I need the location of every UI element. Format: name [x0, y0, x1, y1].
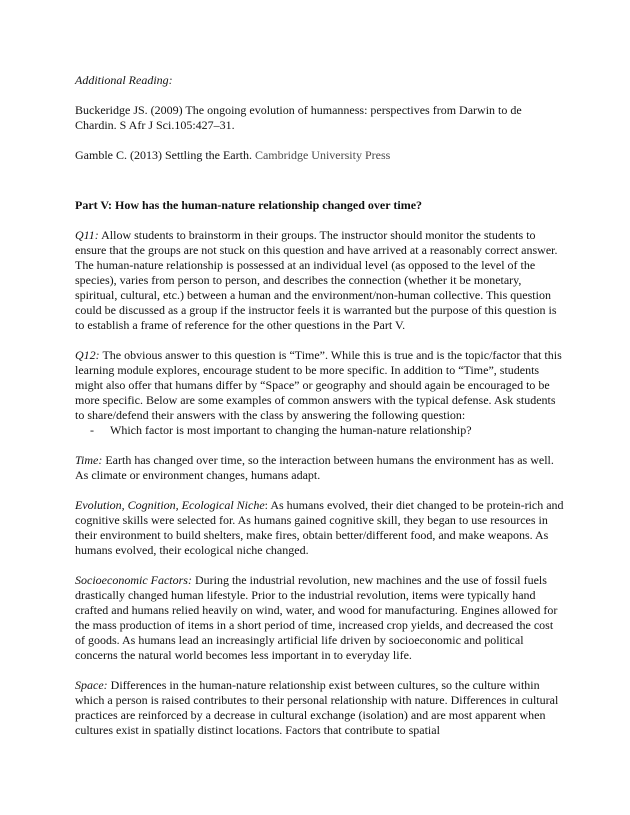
- q11-label: Q11:: [75, 228, 99, 242]
- factor-time-label: Time:: [75, 453, 103, 467]
- factor-socioeconomic-label: Socioeconomic Factors:: [75, 573, 192, 587]
- q11-text: Allow students to brainstorm in their groups. The instructor should monitor the students to ensure that the groups are not stuck on this question and have arrived at a reasonably correct answer. The human-nature relationship is possessed at an individual level (as opposed to the level of the species), varies from person to person, and describes the connection (whether it be monetary, spiritual, cultural, etc.) between a human and the environment/non-human collective. This question could be discussed as a group if the instructor feels it is warranted but the purpose of this question is to establish a frame of reference for the other questions in the Part V.: [75, 228, 558, 332]
- additional-reading-title: Additional Reading:: [75, 73, 173, 87]
- q12-label: Q12:: [75, 348, 100, 362]
- reference-1-text: Buckeridge JS. (2009) The ongoing evolution of humanness: perspectives from Darwin to de Chardin. S Afr J Sci.105:427–31.: [75, 103, 522, 132]
- reference-2-text: Gamble C. (2013) Settling the Earth.: [75, 148, 252, 162]
- part-v-heading: Part V: How has the human-nature relationship changed over time?: [75, 198, 423, 212]
- factor-evolution: [75, 498, 565, 558]
- factor-space-label: Space:: [75, 678, 108, 692]
- q12-paragraph: [75, 348, 565, 423]
- question-bullet: [75, 423, 565, 438]
- document-page: [75, 73, 565, 738]
- factor-space: [75, 678, 565, 738]
- factor-time-text: Earth has changed over time, so the interaction between humans the environment has as well. As climate or environment changes, humans adapt.: [75, 453, 554, 482]
- factor-evolution-label: Evolution, Cognition, Ecological Niche: [75, 498, 265, 512]
- reference-1: [75, 103, 565, 133]
- reference-2-publisher: Cambridge University Press: [254, 148, 391, 162]
- bullet-dash: -: [90, 423, 94, 437]
- bullet-text: Which factor is most important to changing the human-nature relationship?: [110, 423, 472, 437]
- q12-text: The obvious answer to this question is “Time”. While this is true and is the topic/factor that this learning module explores, encourage student to be more specific. In addition to “Time”, students might also offer that humans differ by “Space” or geography and should again be encouraged to be more specific. Below are some examples of common answers with the typical defense. Ask students to share/defend their answers with the class by answering the following question:: [75, 348, 562, 422]
- factor-space-text: Differences in the human-nature relationship exist between cultures, so the culture within which a person is raised contributes to their personal relationship with nature. Differences in cultural practices are reinforced by a decrease in cultural exchange (isolation) and are most apparent when cultures exist in spatially distinct locations. Factors that contribute to spatial: [75, 678, 559, 737]
- q11-paragraph: [75, 228, 565, 333]
- factor-socioeconomic: [75, 573, 565, 663]
- reference-2: [75, 148, 565, 163]
- factor-time: [75, 453, 565, 483]
- factor-evolution-text: : As humans evolved, their diet changed to be protein-rich and cognitive skills were selected for. As humans gained cognitive skill, they began to use resources in their environment to build shelters, make fires, obtain better/different food, and make weapons. As humans evolved, their ecological niche changed.: [75, 498, 564, 557]
- factor-socioeconomic-text: During the industrial revolution, new machines and the use of fossil fuels drastically changed human lifestyle. Prior to the industrial revolution, items were typically hand crafted and humans relied heavily on wind, water, and wood for manufacturing. Engines allowed for the mass production of items in a short period of time, increased crop yields, and decreased the cost of goods. As humans lead an increasingly artificial life driven by socioeconomic and political concerns the natural world becomes less important in to everyday life.: [75, 573, 558, 662]
